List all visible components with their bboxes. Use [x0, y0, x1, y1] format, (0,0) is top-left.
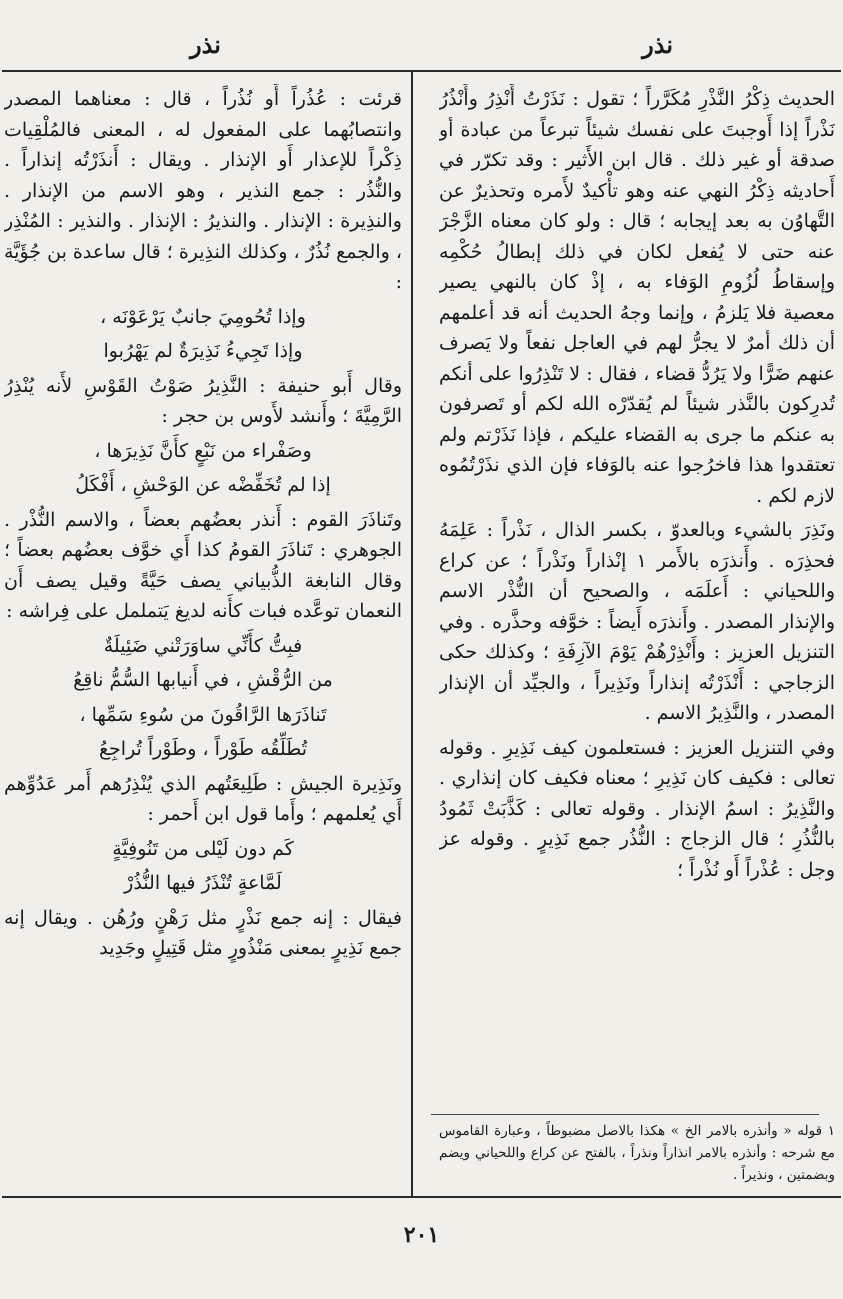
entry-paragraph-1: الحديث ذِكْرُ النَّذْرِ مُكَرَّراً ؛ تقول : نَذَرْتُ أَنْذِرُ وأَنْذُرُ نَذْراً إذا أَوجبتَ على نفسك شيئاً تبرعاً من عبادة أو صدقة أو غير ذلك . قال ابن الأَثير : وقد تكرّر في أَحاديثه ذِكْرُ النهي عنه وهو تأْكيدٌ لأَمره وتحذيرٌ عن التَّهاوُن به بعد إيجابه ؛ قال : ولو كان معناه الزَّجْرَ عنه حتى لا يُفعل لكان في ذلك إبطالُ حُكْمِه وإسقاطُ لُزُومِ الوَفاء به ، إذْ كان بالنهي يصير معصية فلا يَلزمُ ، وإنما وجهُ الحديث أنه قد أعلمهم أن ذلك أمرٌ لا يجرُّ لهم في العاجل نفعاً ولا يَصرف عنهم ضَرًّا ولا يَرُدُّ قضاء ، فقال : لا تَنْذِرُوا على أنكم تُدرِكون بالنَّذر شيئاً لم يُقدّرْه الله لكم أو تَصرفون به عنكم ما جرى به القضاء عليكم ، فإذا نَذَرْتم ولم تعتقدوا هذا فاخرُجوا عنه بالوَفاء فإن الذي نذَرْتُمُوه لازم لكم .	[439, 88, 835, 507]
left-column	[4, 84, 402, 1184]
verse-line: كَم دون لَيْلى من تَنُوفِيَّةٍ	[112, 837, 294, 860]
footnote-rule	[431, 1114, 819, 1115]
verse-line: إذا لم تُخَفِّضْه عن الوَحْشِ ، أَفْكَلُ	[75, 474, 331, 496]
verse-line: لَمَّاعةٍ تُنْذَرُ فيها النُّذُرْ	[124, 872, 282, 894]
running-header-right: نذر	[642, 30, 673, 59]
verse-line: تُطَلِّقُه طَوْراً ، وطَوْراً تُراجِعُ	[98, 738, 308, 760]
page-number: ٢٠١	[403, 1222, 440, 1248]
verse-line: وإذا تَجِيءُ نَذِيرَةٌ لم يَهْرُبوا	[103, 340, 303, 362]
column-divider	[411, 72, 413, 1196]
entry-paragraph: فيقال : إنه جمع نَذْرٍ مثل رَهْنٍ ورُهُن . ويقال إنه جمع نَذِيرٍ بمعنى مَنْذُورٍ مثل قَتِيلٍ وجَدِيد	[4, 906, 402, 959]
right-column	[439, 84, 835, 1114]
footnote: ١ قوله « وأنذره بالامر الخ » هكذا بالاصل مضبوطاً ، وعبارة القاموس مع شرحه : وأنذره بالامر انذاراً ونذراً ، بالفتح عن كراع واللحياني ويضم وبضمتين ، ونذيراً .	[439, 1123, 835, 1183]
entry-paragraph: وقال أَبو حنيفة : النَّذِيرُ صَوْتُ القَوْسِ لأَنه يُنْذِرُ الرَّمِيَّةَ ؛ وأَنشد لأَوس بن حجر :	[4, 374, 402, 427]
verse-line: فبِتُّ كأَنِّي ساوَرَتْني ضَئِيلَةٌ	[103, 634, 303, 657]
verse-line: تَناذَرَها الرَّاقُونَ من سُوءِ سَمِّها ،	[79, 703, 327, 726]
entry-paragraph-3: وفي التنزيل العزيز : فستعلمون كيف نَذِيرِ . وقوله تعالى : فكيف كان نَذِيرِ ؛ معناه فكيف كان إنذاري . والنَّذِيرُ : اسمُ الإنذار . وقوله تعالى : كَذَّبَتْ ثَمُودُ بالنُّذُرِ ؛ قال الزجاج : النُّذُر جمع نَذِيرٍ . وقوله عز وجل : عُذْراً أَو نُذْراً ؛	[439, 736, 835, 881]
running-header-left: نذر	[190, 30, 221, 59]
entry-paragraph: وتَناذَرَ القوم : أَنذر بعضُهم بعضاً ، والاسم النُّذْر . الجوهري : تَناذَرَ القومُ كذا أَي خوَّف بعضُهم بعضاً ؛ وقال النابغة الذُّبياني يصف حَيَّةً وقيل يصف أَن النعمان توعَّده فبات كأَنه لديغ يَتململ على فِراشه :	[4, 508, 402, 622]
bottom-rule	[2, 1196, 841, 1198]
verse-line: وصَفْراء من نَبْعٍ كأَنَّ نَذِيرَها ،	[94, 439, 312, 462]
entry-paragraph-2: ونَذِرَ بالشيء وبالعدوّ ، بكسر الذال ، نَذْراً : عَلِمَهُ فحذِرَه . وأَنذرَه بالأَمر ١ إنْذاراً ونَذْراً ؛ عن كراع واللحياني : أَعلَمَه ، والصحيح أن النُّذْر الاسم والإنذار المصدر . وأَنذرَه أَيضاً : خوَّفه وحذَّره . وفي التنزيل العزيز : وأَنْذِرْهُمْ يَوْمَ الآزِفَةِ ؛ وكذلك حكى الزجاجي : أَنْذَرْتُه إنذاراً ونَذِيراً ، والجيِّد أن الإنذار المصدر ، والنَّذِيرُ الاسم .	[439, 519, 835, 724]
verse-line: وإذا تُحُومِيَ جانبٌ يَرْعَوْنَه ،	[100, 305, 306, 328]
entry-paragraph: ونَذِيرة الجيش : طَلِيعَتُهم الذي يُنْذِرُهم أَمر عَدُوِّهم أَي يُعلمهم ؛ وأَما قول ابن أَحمر :	[4, 772, 402, 825]
verse-line: من الرُّقْشِ ، في أَنيابها السُّمُّ ناقِعُ	[73, 669, 333, 691]
entry-paragraph-intro: قرئت : عُذُراً أَو نُذُراً ، قال : معناهما المصدر وانتصابُهما على المفعول له ، المعنى فالمُلْقِيات ذِكْراً للإعذار أَو الإنذار . ويقال : أَنذَرْتُه إنذاراً . والنُّذُر : جمع النذير ، وهو الاسم من الإنذار . والنذِيرة : الإنذار . والنذيرُ : الإنذار . والنذير : المُنْذِر ، والجمع نُذُرٌ ، وكذلك النذِيرة ؛ قال ساعدة بن جُؤَيَّة :	[4, 88, 402, 293]
top-rule	[2, 70, 841, 72]
